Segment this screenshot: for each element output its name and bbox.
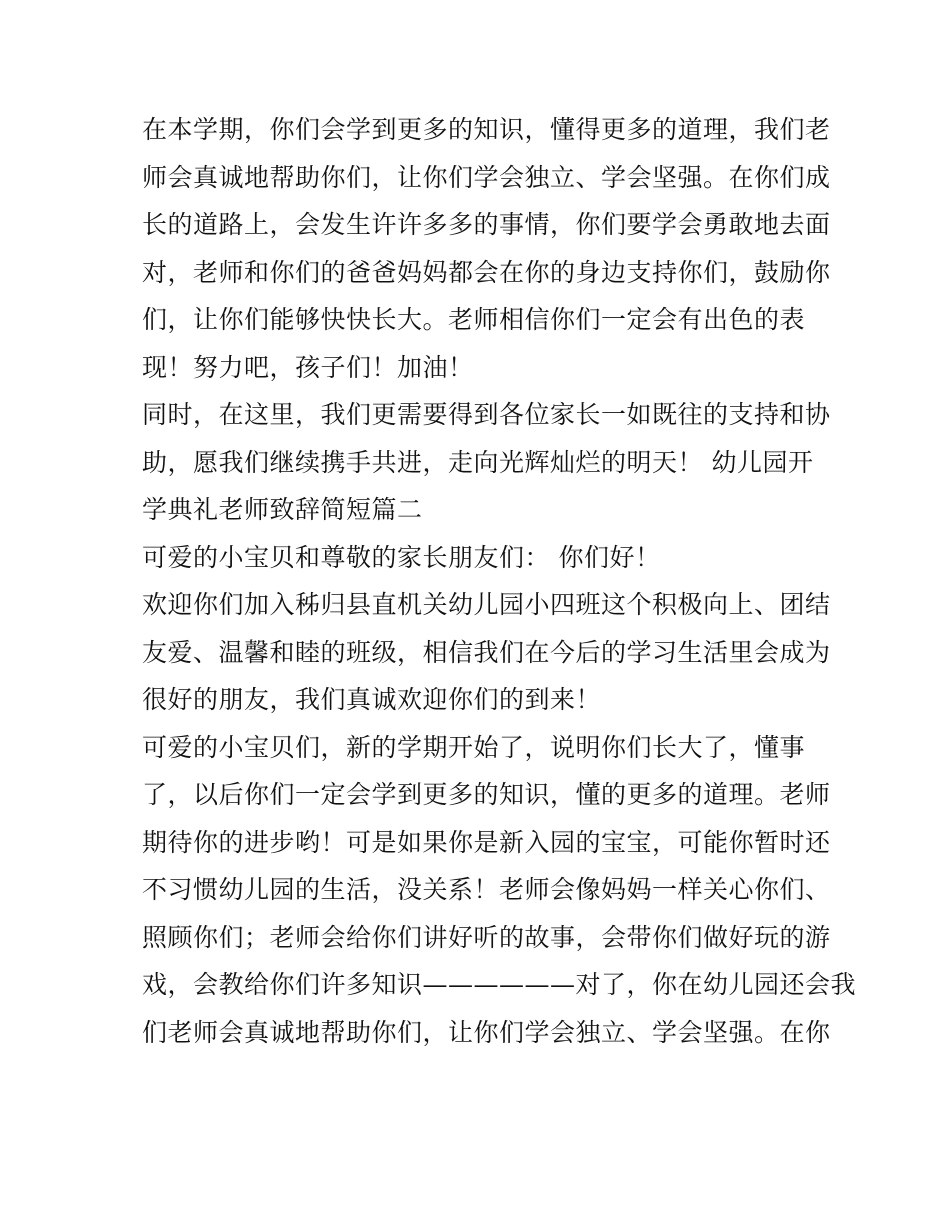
section-heading-line: 学典礼老师致辞简短篇二 xyxy=(142,495,423,524)
text-line: 们老师会真诚地帮助你们，让你们学会独立、学会坚强。在你 xyxy=(142,1017,831,1047)
text-line: 长的道路上，会发生许许多多的事情，你们要学会勇敢地去面 xyxy=(142,210,831,239)
text-line: 照顾你们；老师会给你们讲好听的故事，会带你们做好玩的游 xyxy=(142,922,831,952)
body-text xyxy=(142,106,857,1056)
text-line: 助，愿我们继续携手共进，走向光辉灿烂的明天！ 幼儿园开 xyxy=(142,447,814,477)
text-line: 不习惯幼儿园的生活，没关系！老师会像妈妈一样关心你们、 xyxy=(142,875,831,904)
text-line: 友爱、温馨和睦的班级，相信我们在今后的学习生活里会成为 xyxy=(142,637,831,667)
text-line: 在本学期，你们会学到更多的知识，懂得更多的道理，我们老 xyxy=(142,115,831,144)
text-line: 对，老师和你们的爸爸妈妈都会在你的身边支持你们，鼓励你 xyxy=(142,257,831,287)
text-line: 同时，在这里，我们更需要得到各位家长一如既往的支持和协 xyxy=(142,400,831,429)
text-line: 们，让你们能够快快长大。老师相信你们一定会有出色的表 xyxy=(142,305,806,334)
text-line: 可爱的小宝贝们，新的学期开始了，说明你们长大了，懂事 xyxy=(142,732,806,762)
text-line: 师会真诚地帮助你们，让你们学会独立、学会坚强。在你们成 xyxy=(142,162,831,192)
text-line: 戏，会教给你们许多知识——————对了，你在幼儿园还会我 xyxy=(142,970,857,999)
text-line: 了，以后你们一定会学到更多的知识，懂的更多的道理。老师 xyxy=(142,780,831,809)
text-line: 期待你的进步哟！可是如果你是新入园的宝宝，可能你暂时还 xyxy=(142,827,831,857)
greeting-line: 可爱的小宝贝和尊敬的家长朋友们： 你们好！ xyxy=(142,542,661,572)
text-line: 欢迎你们加入秭归县直机关幼儿园小四班这个积极向上、团结 xyxy=(142,590,831,619)
text-line: 很好的朋友，我们真诚欢迎你们的到来！ xyxy=(142,685,602,714)
text-line: 现！努力吧，孩子们！加油！ xyxy=(142,352,474,382)
